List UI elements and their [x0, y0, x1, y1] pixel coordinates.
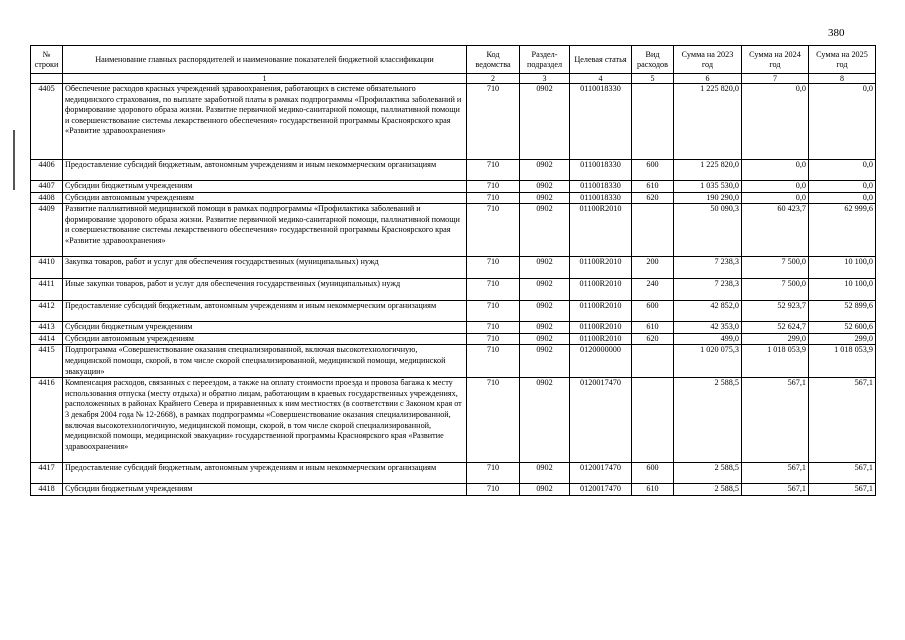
row-name: Субсидии бюджетным учреждениям: [63, 484, 467, 496]
column-number: 2: [467, 74, 520, 84]
department-code: 710: [467, 484, 520, 496]
sum-2023: 7 238,3: [674, 279, 742, 301]
budget-table: [30, 45, 876, 496]
row-number: 4406: [31, 160, 63, 181]
row-number: 4411: [31, 279, 63, 301]
sum-2023: 50 090,3: [674, 204, 742, 257]
department-code: 710: [467, 301, 520, 322]
sum-2024: 567,1: [742, 484, 809, 496]
header-cell: Целевая статья: [570, 46, 632, 74]
row-name: Субсидии автономным учреждениям: [63, 192, 467, 204]
row-name: Субсидии бюджетным учреждениям: [63, 181, 467, 193]
sum-2024: 60 423,7: [742, 204, 809, 257]
expense-type: [632, 84, 674, 160]
header-cell: Вид расходов: [632, 46, 674, 74]
department-code: 710: [467, 322, 520, 334]
table-row: [31, 301, 876, 322]
expense-type: [632, 378, 674, 463]
target-article: 0110018330: [570, 181, 632, 193]
sum-2025: 0,0: [809, 160, 876, 181]
table-row: [31, 181, 876, 193]
sum-2024: 567,1: [742, 378, 809, 463]
column-number: 4: [570, 74, 632, 84]
column-number: 6: [674, 74, 742, 84]
row-number: 4412: [31, 301, 63, 322]
sum-2025: 62 999,6: [809, 204, 876, 257]
section-code: 0902: [520, 463, 570, 484]
target-article: 0110018330: [570, 84, 632, 160]
header-cell: Код ведомства: [467, 46, 520, 74]
sum-2023: 499,0: [674, 333, 742, 345]
section-code: 0902: [520, 279, 570, 301]
section-code: 0902: [520, 192, 570, 204]
column-number: 1: [63, 74, 467, 84]
column-number: 7: [742, 74, 809, 84]
section-code: 0902: [520, 333, 570, 345]
section-code: 0902: [520, 322, 570, 334]
department-code: 710: [467, 345, 520, 378]
row-name: Компенсация расходов, связанных с переездом, а также на оплату стоимости проезда и провоза багажа к месту использования отпуска (месту отдыха) и обратно лицам, работающим в краевых государственных учреждениях, расположенных в районах Крайнего Севера и приравненных к ним местностях (в соответствии с Законом края от 3 декабря 2004 года № 12-2668), в рамках подпрограммы «Совершенствование оказания специализированной, включая высокотехнологичную, медицинской помощи, скорой, в том числе скорой специализированной, медицинской помощи, медицинской эвакуации» государственной программы Красноярского края «Развитие здравоохранения»: [63, 378, 467, 463]
target-article: 01100R2010: [570, 279, 632, 301]
sum-2023: 1 225 820,0: [674, 84, 742, 160]
row-name: Развитие паллиативной медицинской помощи в рамках подпрограммы «Профилактика заболеваний и формирование здорового образа жизни. Развитие первичной медико-санитарной помощи, паллиативной помощи и совершенствование системы лекарственного обеспечения» государственной программы Красноярского края «Развитие здравоохранения»: [63, 204, 467, 257]
table-body: [31, 84, 876, 496]
table-row: [31, 204, 876, 257]
target-article: 01100R2010: [570, 257, 632, 279]
sum-2024: 0,0: [742, 160, 809, 181]
section-code: 0902: [520, 484, 570, 496]
margin-mark: [13, 130, 15, 190]
department-code: 710: [467, 84, 520, 160]
row-number: 4418: [31, 484, 63, 496]
expense-type: 600: [632, 160, 674, 181]
sum-2023: 190 290,0: [674, 192, 742, 204]
sum-2025: 567,1: [809, 378, 876, 463]
table-row: [31, 257, 876, 279]
row-number: 4416: [31, 378, 63, 463]
sum-2025: 1 018 053,9: [809, 345, 876, 378]
target-article: 0120017470: [570, 484, 632, 496]
target-article: 0110018330: [570, 192, 632, 204]
row-number: 4410: [31, 257, 63, 279]
expense-type: 600: [632, 301, 674, 322]
table-row: [31, 463, 876, 484]
target-article: 0120000000: [570, 345, 632, 378]
section-code: 0902: [520, 257, 570, 279]
sum-2023: 1 020 075,3: [674, 345, 742, 378]
expense-type: 600: [632, 463, 674, 484]
row-number: 4405: [31, 84, 63, 160]
table-row: [31, 160, 876, 181]
row-number: 4414: [31, 333, 63, 345]
sum-2025: 299,0: [809, 333, 876, 345]
row-number: 4408: [31, 192, 63, 204]
row-name: Закупка товаров, работ и услуг для обеспечения государственных (муниципальных) нужд: [63, 257, 467, 279]
sum-2025: 10 100,0: [809, 257, 876, 279]
sum-2024: 7 500,0: [742, 257, 809, 279]
table-row: [31, 484, 876, 496]
sum-2025: 0,0: [809, 181, 876, 193]
sum-2024: 1 018 053,9: [742, 345, 809, 378]
department-code: 710: [467, 257, 520, 279]
target-article: 01100R2010: [570, 301, 632, 322]
department-code: 710: [467, 463, 520, 484]
row-number: 4415: [31, 345, 63, 378]
expense-type: 200: [632, 257, 674, 279]
section-code: 0902: [520, 378, 570, 463]
section-code: 0902: [520, 160, 570, 181]
target-article: 0110018330: [570, 160, 632, 181]
expense-type: 610: [632, 484, 674, 496]
column-number: 8: [809, 74, 876, 84]
sum-2023: 42 852,0: [674, 301, 742, 322]
section-code: 0902: [520, 84, 570, 160]
department-code: 710: [467, 192, 520, 204]
expense-type: 620: [632, 333, 674, 345]
sum-2025: 0,0: [809, 192, 876, 204]
row-name: Предоставление субсидий бюджетным, автономным учреждениям и иным некоммерческим организациям: [63, 463, 467, 484]
target-article: 01100R2010: [570, 322, 632, 334]
table-row: [31, 84, 876, 160]
sum-2025: 10 100,0: [809, 279, 876, 301]
expense-type: 620: [632, 192, 674, 204]
sum-2025: 567,1: [809, 484, 876, 496]
page-number: 380: [828, 27, 845, 39]
row-name: Субсидии автономным учреждениям: [63, 333, 467, 345]
sum-2024: 299,0: [742, 333, 809, 345]
target-article: 0120017470: [570, 378, 632, 463]
row-number: 4417: [31, 463, 63, 484]
header-row: [31, 46, 876, 74]
row-name: Субсидии бюджетным учреждениям: [63, 322, 467, 334]
section-code: 0902: [520, 301, 570, 322]
target-article: 01100R2010: [570, 333, 632, 345]
department-code: 710: [467, 279, 520, 301]
row-name: Иные закупки товаров, работ и услуг для обеспечения государственных (муниципальных) нужд: [63, 279, 467, 301]
sum-2025: 52 899,6: [809, 301, 876, 322]
target-article: 0120017470: [570, 463, 632, 484]
sum-2023: 1 035 530,0: [674, 181, 742, 193]
column-number-row: [31, 74, 876, 84]
table-row: [31, 279, 876, 301]
sum-2023: 2 588,5: [674, 484, 742, 496]
sum-2023: 2 588,5: [674, 378, 742, 463]
table-row: [31, 333, 876, 345]
header-cell: Наименование главных распорядителей и наименование показателей бюджетной классификации: [63, 46, 467, 74]
department-code: 710: [467, 333, 520, 345]
row-name: Обеспечение расходов красных учреждений здравоохранения, работающих в системе обязательного медицинского страхования, по выплате заработной платы в рамках подпрограммы «Профилактика заболеваний и формирование здорового образа жизни. Развитие первичной медико-санитарной помощи, паллиативной помощи и совершенствование системы лекарственного обеспечения» государственной программы Красноярского края «Развитие здравоохранения»: [63, 84, 467, 160]
expense-type: 240: [632, 279, 674, 301]
column-number: 3: [520, 74, 570, 84]
sum-2024: 0,0: [742, 181, 809, 193]
section-code: 0902: [520, 345, 570, 378]
department-code: 710: [467, 160, 520, 181]
sum-2024: 52 624,7: [742, 322, 809, 334]
sum-2025: 567,1: [809, 463, 876, 484]
row-name: Предоставление субсидий бюджетным, автономным учреждениям и иным некоммерческим организациям: [63, 160, 467, 181]
sum-2024: 0,0: [742, 192, 809, 204]
department-code: 710: [467, 204, 520, 257]
row-number: 4413: [31, 322, 63, 334]
sum-2023: 1 225 820,0: [674, 160, 742, 181]
header-cell: Раздел-подраздел: [520, 46, 570, 74]
header-cell: № строки: [31, 46, 63, 74]
sum-2023: 42 353,0: [674, 322, 742, 334]
sum-2023: 7 238,3: [674, 257, 742, 279]
sum-2024: 0,0: [742, 84, 809, 160]
column-number: [31, 74, 63, 84]
department-code: 710: [467, 181, 520, 193]
table-row: [31, 192, 876, 204]
sum-2024: 7 500,0: [742, 279, 809, 301]
sum-2023: 2 588,5: [674, 463, 742, 484]
department-code: 710: [467, 378, 520, 463]
expense-type: [632, 345, 674, 378]
row-number: 4407: [31, 181, 63, 193]
table-row: [31, 378, 876, 463]
column-number: 5: [632, 74, 674, 84]
sum-2024: 52 923,7: [742, 301, 809, 322]
header-cell: Сумма на 2023 год: [674, 46, 742, 74]
expense-type: [632, 204, 674, 257]
row-number: 4409: [31, 204, 63, 257]
row-name: Подпрограмма «Совершенствование оказания специализированной, включая высокотехнологичную, медицинской помощи, скорой, в том числе скорой специализированной, медицинской помощи, медицинской эвакуации»: [63, 345, 467, 378]
table-row: [31, 322, 876, 334]
expense-type: 610: [632, 181, 674, 193]
target-article: 01100R2010: [570, 204, 632, 257]
sum-2025: 52 600,6: [809, 322, 876, 334]
section-code: 0902: [520, 181, 570, 193]
expense-type: 610: [632, 322, 674, 334]
table-row: [31, 345, 876, 378]
sum-2025: 0,0: [809, 84, 876, 160]
header-cell: Сумма на 2025 год: [809, 46, 876, 74]
section-code: 0902: [520, 204, 570, 257]
sum-2024: 567,1: [742, 463, 809, 484]
row-name: Предоставление субсидий бюджетным, автономным учреждениям и иным некоммерческим организациям: [63, 301, 467, 322]
header-cell: Сумма на 2024 год: [742, 46, 809, 74]
